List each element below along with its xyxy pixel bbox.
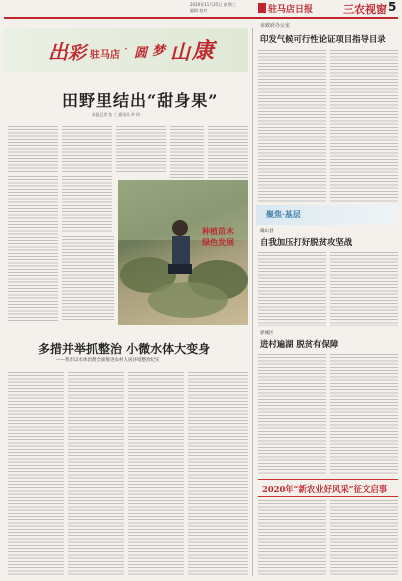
notice-rule-bottom xyxy=(258,496,398,497)
lead-body-col-1 xyxy=(8,126,58,172)
lead-body-left-3 xyxy=(62,236,114,322)
right-top-title: 印发气候可行性论证项目指导目录 xyxy=(260,34,386,44)
notice-rule-top xyxy=(258,479,398,480)
right-low-title: 进村遍湖 脱贫有保障 xyxy=(260,339,339,349)
right-mid-col-2 xyxy=(330,252,398,326)
story2-subtitle: ——我市以水体治理全面推进农村人居环境整治纪实 xyxy=(56,358,160,363)
masthead-rule xyxy=(4,17,398,19)
banner-char-3: 驻马店 xyxy=(90,50,120,61)
lead-body-col-4 xyxy=(170,126,204,180)
right-top-kicker: 市政府办公室 xyxy=(260,23,291,29)
banner xyxy=(4,28,248,72)
right-low-kicker: 驿城区 xyxy=(260,331,274,336)
right-mid-col-1 xyxy=(258,252,326,326)
story2-col-2 xyxy=(68,372,124,576)
lead-byline: 本报记者 张 三 通讯员 李 四 xyxy=(92,112,140,117)
story2-col-4 xyxy=(188,372,248,576)
right-low-col-1 xyxy=(258,354,326,474)
section-name: 三农视窗 xyxy=(343,3,387,16)
right-top-col-1 xyxy=(258,50,326,202)
banner-char-4: · xyxy=(124,42,128,56)
story2-col-3 xyxy=(128,372,184,576)
column-divider xyxy=(252,28,253,576)
page-number: 5 xyxy=(388,0,397,14)
right-low-col-2 xyxy=(330,354,398,474)
banner-char-2: 彩 xyxy=(68,43,86,64)
lead-body-left-2 xyxy=(62,176,112,232)
lead-photo xyxy=(118,180,248,325)
banner-char-8: 康 xyxy=(192,38,215,64)
feature-label: 聚焦·基层 xyxy=(266,209,301,219)
lead-body-left-1 xyxy=(8,176,58,322)
right-top-col-2 xyxy=(330,50,398,202)
farm-scene-illustration xyxy=(118,180,248,325)
lead-body-col-3 xyxy=(116,126,166,172)
editor-line: 编辑 校对 xyxy=(190,8,208,13)
lead-body-col-5 xyxy=(208,126,248,180)
banner-char-7: 山 xyxy=(170,40,190,64)
banner-char-1: 出 xyxy=(48,40,68,64)
right-mid-kicker: 确山县 xyxy=(260,229,274,234)
date-line: 2020年11月25日 星期三 xyxy=(190,2,236,7)
feature-band xyxy=(256,205,398,225)
story2-col-1 xyxy=(8,372,64,576)
notice-col-2 xyxy=(330,500,398,576)
banner-char-6: 梦 xyxy=(152,44,166,59)
lead-title: 田野里结出“甜身果” xyxy=(62,91,219,110)
paper-logo xyxy=(258,3,266,13)
notice-col-1 xyxy=(258,500,326,576)
photo-caption: 种植苗木 绿色发展 xyxy=(202,226,234,247)
banner-char-5: 圆 xyxy=(134,46,148,61)
story2-title: 多措并举抓整治 小微水体大变身 xyxy=(38,342,211,356)
notice-title: 2020年“新农业好风采”征文启事 xyxy=(262,484,388,494)
lead-body-col-2 xyxy=(62,126,112,172)
right-mid-title: 自我加压打好脱贫攻坚战 xyxy=(260,237,353,247)
paper-name: 驻马店日报 xyxy=(268,5,314,15)
